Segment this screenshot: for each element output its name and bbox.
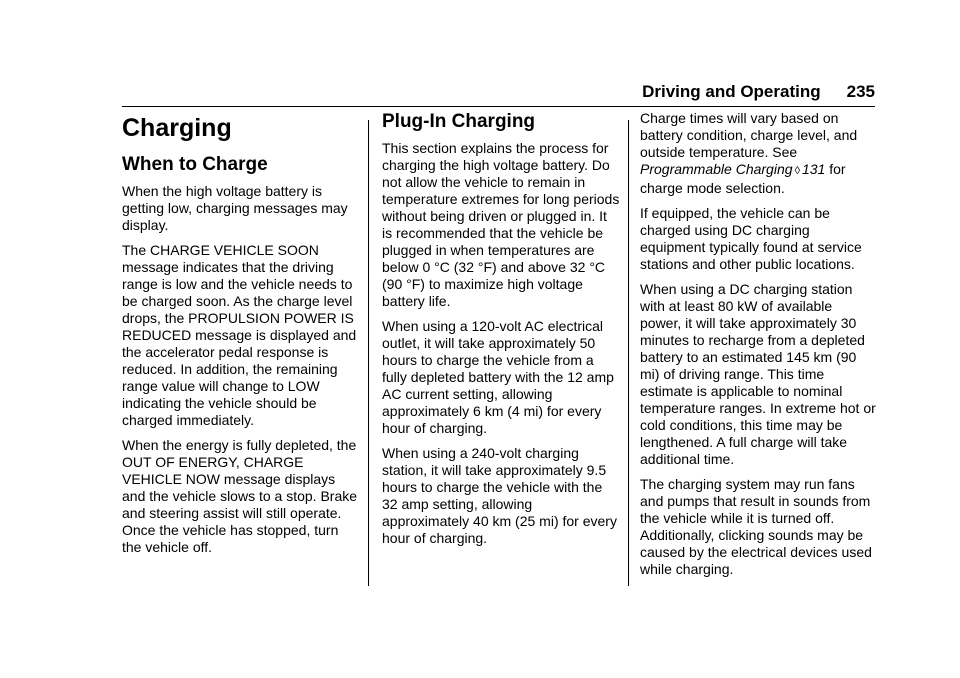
page-number: 235: [846, 82, 875, 101]
section-heading-plug-in-charging: Plug-In Charging: [382, 111, 536, 132]
column-divider-2: [628, 120, 629, 586]
paragraph: If equipped, the vehicle can be charged using DC charging equipment typically found at service stations and other public locations.: [640, 205, 862, 272]
column-2: [382, 110, 620, 555]
section-heading-when-to-charge: When to Charge: [122, 154, 268, 175]
paragraph: The charging system may run fans and pumps that result in sounds from the vehicle while it is turned off. Additionally, clicking sounds may be caused by the electrical devices used while charging.: [640, 476, 872, 577]
chapter-title: Charging: [122, 114, 232, 142]
section-title: Driving and Operating: [642, 82, 821, 101]
column-divider-1: [368, 120, 369, 586]
column-3: [640, 110, 876, 586]
reference-arrow-icon: ◊: [794, 165, 800, 177]
header-rule: [122, 106, 875, 107]
paragraph: When using a 240-volt charging station, it will take approximately 9.5 hours to charge the vehicle with the 32 amp setting, allowing approximately 40 km (25 mi) for every hour of charging.: [382, 445, 617, 546]
paragraph: When the high voltage battery is getting low, charging messages may display.: [122, 183, 348, 233]
column-1: [122, 110, 358, 564]
page-header: [642, 82, 875, 102]
reference-page: 131: [801, 161, 826, 177]
paragraph: When using a DC charging station with at least 80 kW of available power, it will take approximately 30 minutes to recharge from a depleted battery to an estimated 145 km (90 mi) of driving range. This time estimate is applicable to nominal temperature ranges. In extreme hot or cold conditions, this time may be lengthened. A full charge will take additional time.: [640, 281, 876, 467]
paragraph: When the energy is fully depleted, the OUT OF ENERGY, CHARGE VEHICLE NOW message displays and the vehicle slows to a stop. Brake and steering assist will still operate. Once the vehicle has stopped, turn the vehicle off.: [122, 437, 358, 555]
paragraph: Charge times will vary based on battery condition, charge level, and outside temperature. See Programmable Charging ◊ 131 for charge mode selection.: [640, 110, 858, 196]
cross-reference-link[interactable]: Programmable Charging ◊ 131: [640, 161, 826, 177]
paragraph: The CHARGE VEHICLE SOON message indicates that the driving range is low and the vehicle needs to be charged soon. As the charge level drops, the PROPULSION POWER IS REDUCED message is displayed and the accelerator pedal response is reduced. In addition, the remaining range value will change to LOW indicating the vehicle should be charged immediately.: [122, 242, 357, 428]
paragraph: This section explains the process for charging the high voltage battery. Do not allow the vehicle to remain in temperature extremes for long periods without being driven or plugged in. It is recommended that the vehicle be plugged in when temperatures are below 0 °C (32 °F) and above 32 °C (90 °F) to maximize high voltage battery life.: [382, 140, 620, 309]
paragraph: When using a 120-volt AC electrical outlet, it will take approximately 50 hours to charge the vehicle from a fully depleted battery with the 12 amp AC current setting, allowing approximately 6 km (4 mi) for every hour of charging.: [382, 318, 614, 436]
